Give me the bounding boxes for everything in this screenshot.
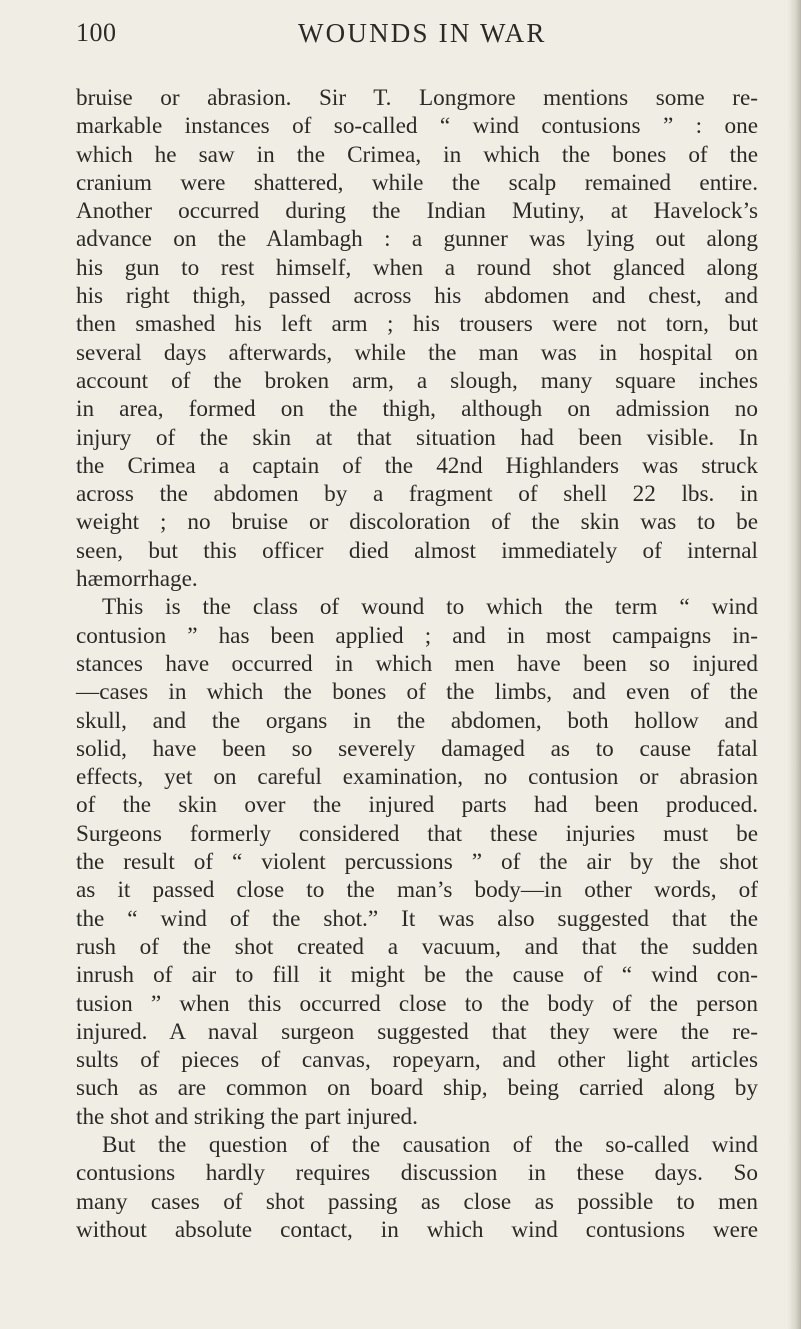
- text-line: stances have occurred in which men have been so injured: [76, 650, 758, 677]
- text-line: then smashed his left arm ; his trousers were not torn, but: [76, 311, 758, 338]
- text-line: But the question of the causation of the so-called wind: [102, 1131, 758, 1158]
- page-header: [76, 18, 756, 58]
- text-line: the shot and striking the part injured.: [76, 1103, 418, 1130]
- page-number: 100: [76, 18, 117, 47]
- text-line: seen, but this officer died almost immediately of internal: [76, 537, 758, 564]
- text-line: tusion ” when this occurred close to the body of the person: [76, 990, 758, 1017]
- text-line: in area, formed on the thigh, although on admission no: [76, 396, 758, 423]
- text-line: the result of “ violent percussions ” of the air by the shot: [76, 849, 758, 876]
- text-line: hæmorrhage.: [76, 566, 198, 593]
- running-head: WOUNDS IN WAR: [298, 18, 547, 48]
- text-line: of the skin over the injured parts had been produced.: [76, 792, 758, 819]
- text-line: as it passed close to the man’s body—in other words, of: [76, 877, 758, 904]
- text-line: the Crimea a captain of the 42nd Highlanders was struck: [76, 452, 758, 479]
- text-line: such as are common on board ship, being carried along by: [76, 1075, 758, 1102]
- text-line: the “ wind of the shot.” It was also suggested that the: [76, 905, 758, 932]
- text-line: sults of pieces of canvas, ropeyarn, and other light articles: [76, 1047, 758, 1074]
- text-line: effects, yet on careful examination, no contusion or abrasion: [76, 764, 758, 791]
- text-line: his gun to rest himself, when a round shot glanced along: [76, 254, 758, 281]
- text-line: several days afterwards, while the man was in hospital on: [76, 339, 758, 366]
- text-line: many cases of shot passing as close as possible to men: [76, 1188, 758, 1215]
- text-line: weight ; no bruise or discoloration of the skin was to be: [76, 509, 758, 536]
- text-line: injured. A naval surgeon suggested that they were the re-: [76, 1018, 758, 1045]
- text-line: advance on the Alambagh : a gunner was lying out along: [76, 226, 758, 253]
- text-line: cranium were shattered, while the scalp remained entire.: [76, 169, 758, 196]
- text-line: bruise or abrasion. Sir T. Longmore mentions some re-: [76, 85, 758, 111]
- text-line: Another occurred during the Indian Mutiny, at Havelock’s: [76, 198, 758, 225]
- page-edge-shadow: [787, 0, 801, 1329]
- text-line: his right thigh, passed across his abdomen and chest, and: [76, 283, 758, 310]
- text-line: without absolute contact, in which wind contusions were: [76, 1216, 758, 1243]
- text-line: across the abdomen by a fragment of shell 22 lbs. in: [76, 481, 758, 508]
- body-text: [76, 84, 758, 1244]
- text-line: rush of the shot created a vacuum, and that the sudden: [76, 933, 758, 960]
- text-line: Surgeons formerly considered that these injuries must be: [76, 820, 758, 847]
- text-line: contusions hardly requires discussion in these days. So: [76, 1160, 758, 1187]
- text-line: inrush of air to fill it might be the cause of “ wind con-: [76, 962, 758, 989]
- text-line: markable instances of so-called “ wind contusions ” : one: [76, 113, 758, 140]
- text-line: contusion ” has been applied ; and in most campaigns in-: [76, 622, 758, 649]
- text-line: injury of the skin at that situation had been visible. In: [76, 424, 758, 451]
- text-line: This is the class of wound to which the term “ wind: [102, 594, 758, 621]
- text-line: solid, have been so severely damaged as to cause fatal: [76, 735, 758, 762]
- text-line: which he saw in the Crimea, in which the bones of the: [76, 141, 758, 168]
- text-line: —cases in which the bones of the limbs, and even of the: [76, 679, 758, 706]
- text-line: skull, and the organs in the abdomen, both hollow and: [76, 707, 758, 734]
- text-line: account of the broken arm, a slough, many square inches: [76, 367, 758, 394]
